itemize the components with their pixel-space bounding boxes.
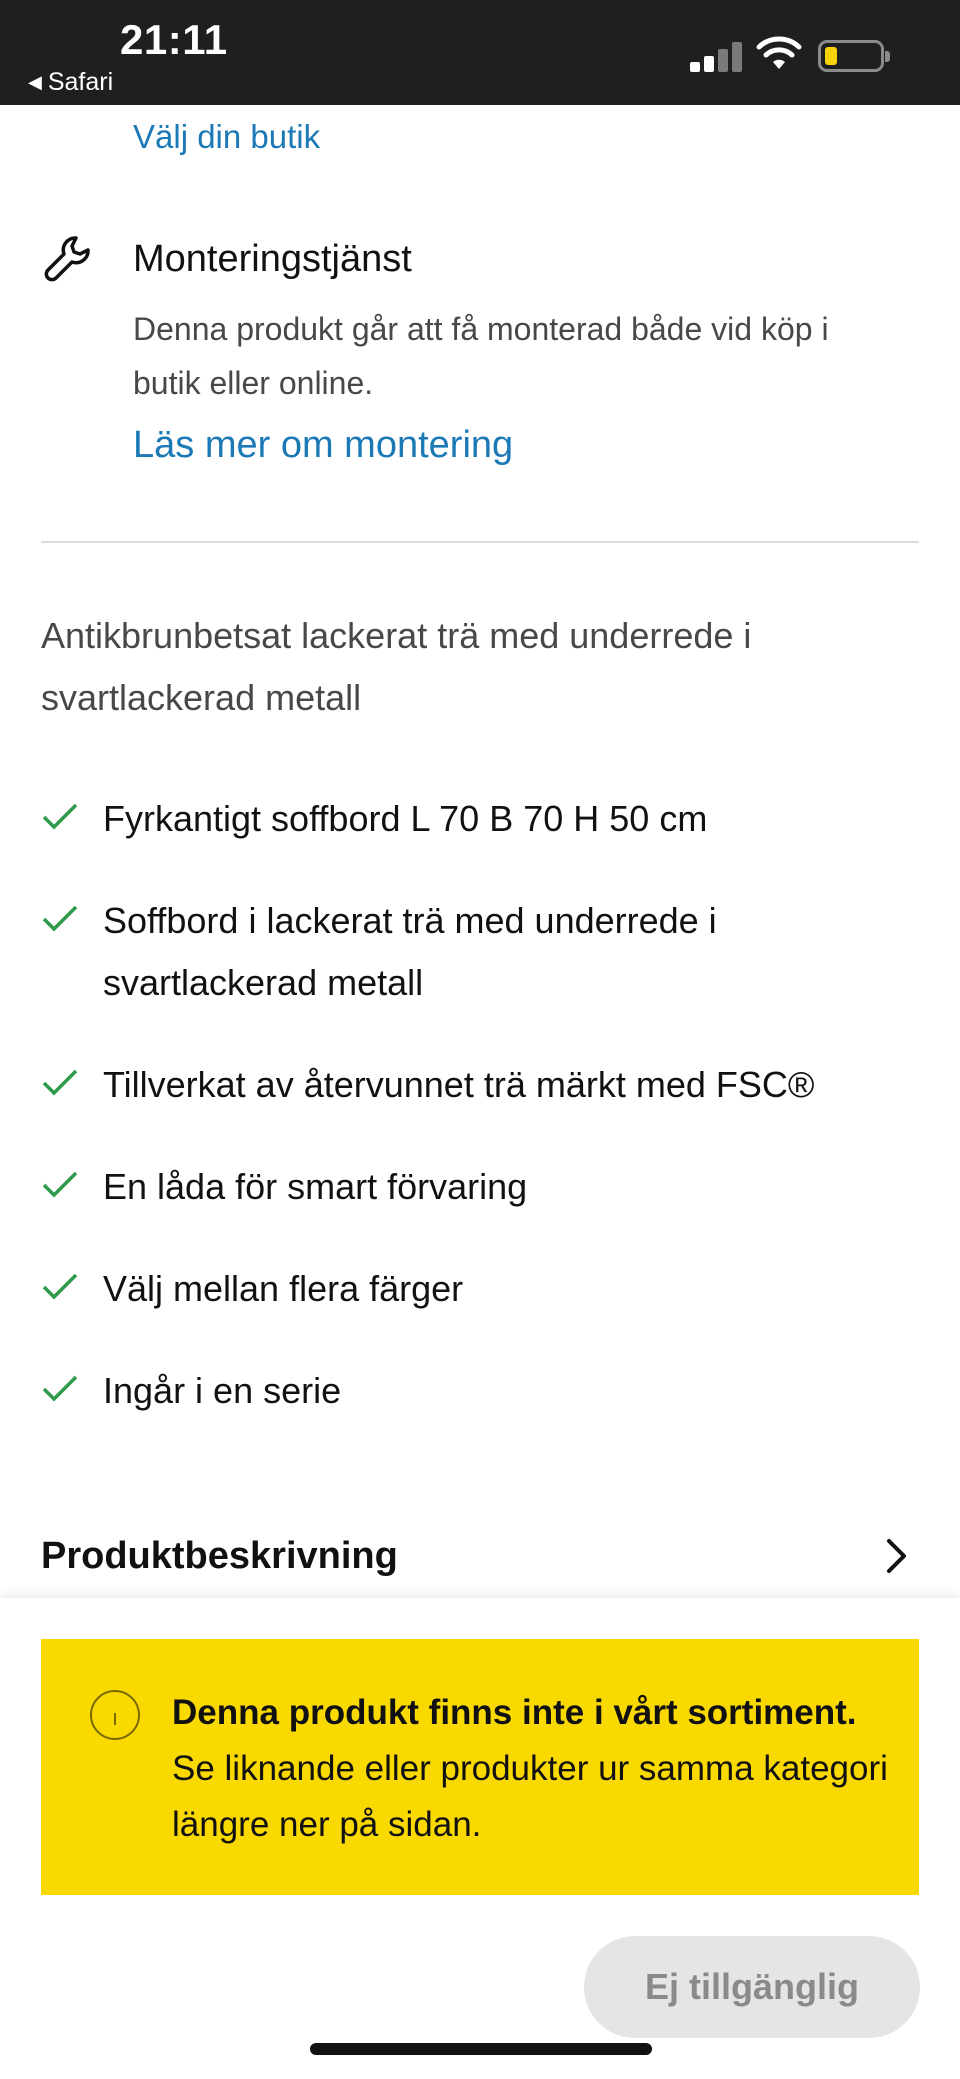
choose-store-link[interactable]: Välj din butik [133,118,321,155]
unavailable-notice [41,1639,919,1895]
cellular-signal-icon [690,40,742,72]
wifi-icon [756,36,802,72]
assembly-service-description: Denna produkt går att få monterad både vid köp i butik eller online. [133,311,829,401]
home-indicator [310,2043,652,2055]
feature-item [41,1054,921,1116]
check-icon [41,1374,79,1404]
feature-item [41,1156,921,1218]
feature-text: Ingår i en serie [103,1370,342,1411]
back-app-label: Safari [47,68,114,96]
chevron-right-icon [881,1536,911,1576]
unavailable-button[interactable]: Ej tillgänglig [584,1936,920,2038]
read-more-assembly-link[interactable]: Läs mer om montering [133,424,514,466]
check-icon [41,1170,79,1200]
feature-text: Välj mellan flera färger [103,1268,464,1309]
feature-item [41,1360,921,1422]
status-time: 21:11 [120,16,228,63]
wrench-icon [42,232,94,284]
feature-text: Soffbord i lackerat trä med underrede i svartlackerad metall [103,900,717,1003]
feature-text: Fyrkantigt soffbord L 70 B 70 H 50 cm [103,798,708,839]
info-icon [89,1689,141,1741]
battery-low-icon [818,40,884,72]
back-arrow-icon: ◀ [28,72,42,92]
check-icon [41,802,79,832]
feature-item [41,890,921,1014]
product-description-row[interactable] [41,1526,911,1586]
check-icon [41,1068,79,1098]
check-icon [41,904,79,934]
check-icon [41,1272,79,1302]
assembly-service-title: Monteringstjänst [133,238,412,280]
feature-text: En låda för smart förvaring [103,1166,528,1207]
feature-item [41,1258,921,1320]
notice-body: Se liknande eller produkter ur samma kategori längre ner på sidan. [172,1749,888,1844]
feature-text: Tillverkat av återvunnet trä märkt med FSC® [103,1064,815,1105]
feature-item [41,788,921,850]
notice-title: Denna produkt finns inte i vårt sortiment. [172,1693,857,1732]
divider [41,541,919,543]
back-to-safari[interactable] [28,68,113,97]
material-description: Antikbrunbetsat lackerat trä med underrede i svartlackerad metall [41,615,752,718]
product-description-title: Produktbeskrivning [41,1534,398,1577]
feature-list [41,788,921,1462]
status-bar [0,0,960,105]
